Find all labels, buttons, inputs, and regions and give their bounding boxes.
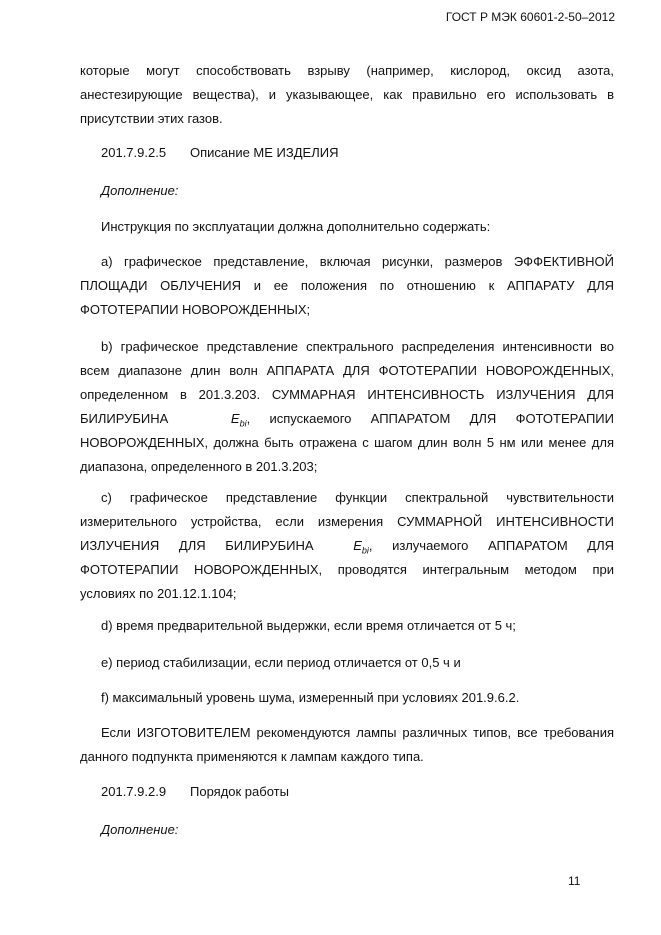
section-title: Порядок работы bbox=[190, 784, 289, 799]
list-item-f: f) максимальный уровень шума, измеренный при условиях 201.9.6.2. bbox=[101, 690, 520, 705]
section-title: Описание МЕ ИЗДЕЛИЯ bbox=[190, 145, 339, 160]
item-b-line: b) графическое представление спектрального распределения интенсивности во bbox=[101, 339, 614, 354]
note-line: данного подпункта применяются к лампам каждого типа. bbox=[80, 749, 424, 764]
document-header: ГОСТ Р МЭК 60601-2-50–2012 bbox=[445, 10, 615, 24]
intro-line: анестезирующие вещества), и указывающее, как правильно его использовать в bbox=[80, 87, 614, 102]
addition-label: Дополнение: bbox=[101, 822, 179, 837]
list-item-e: е) период стабилизации, если период отличается от 0,5 ч и bbox=[101, 655, 461, 670]
instruction-text: Инструкция по эксплуатации должна дополнительно содержать: bbox=[101, 219, 491, 234]
addition-label: Дополнение: bbox=[101, 183, 179, 198]
symbol-e-bi: $E_{bi}$ bbox=[353, 538, 369, 556]
item-c-text: , излучаемого АППАРАТОМ ДЛЯ bbox=[368, 538, 614, 553]
item-c-line: ФОТОТЕРАПИИ НОВОРОЖДЕННЫХ, проводятся интегральным методом при bbox=[80, 562, 614, 577]
intro-line: которые могут способствовать взрыву (например, кислород, оксид азота, bbox=[80, 63, 614, 78]
symbol-e-bi: $E_{bi}$ bbox=[230, 411, 247, 429]
item-a-line: а) графическое представление, включая рисунки, размеров ЭФФЕКТИВНОЙ bbox=[101, 254, 614, 269]
item-b-text: БИЛИРУБИНА bbox=[80, 411, 169, 426]
item-c-line: с) графическое представление функции спектральной чувствительности bbox=[101, 490, 614, 505]
item-b-text: , испускаемого АППАРАТОМ ДЛЯ ФОТОТЕРАПИИ bbox=[246, 411, 614, 426]
item-c-line: измерительного устройства, если измерения СУММАРНОЙ ИНТЕНСИВНОСТИ bbox=[80, 514, 614, 529]
item-b-line: диапазона, определенного в 201.3.203; bbox=[80, 459, 318, 474]
page-number: 11 bbox=[568, 874, 581, 888]
item-c-text: ИЗЛУЧЕНИЯ ДЛЯ БИЛИРУБИНА bbox=[80, 538, 314, 553]
list-item-d: d) время предварительной выдержки, если время отличается от 5 ч; bbox=[101, 618, 516, 633]
item-b-line: всем диапазоне длин волн АППАРАТА ДЛЯ ФОТОТЕРАПИИ НОВОРОЖДЕННЫХ, bbox=[80, 363, 614, 378]
item-b-line: определенном в 201.3.203. СУММАРНАЯ ИНТЕНСИВНОСТЬ ИЗЛУЧЕНИЯ ДЛЯ bbox=[80, 387, 614, 402]
intro-line: присутствии этих газов. bbox=[80, 111, 223, 126]
item-a-line: ФОТОТЕРАПИИ НОВОРОЖДЕННЫХ; bbox=[80, 302, 311, 317]
item-b-line: НОВОРОЖДЕННЫХ, должна быть отражена с шагом длин волн 5 нм или менее для bbox=[80, 435, 614, 450]
item-a-line: ПЛОЩАДИ ОБЛУЧЕНИЯ и ее положения по отношению к АППАРАТУ ДЛЯ bbox=[80, 278, 614, 293]
section-number: 201.7.9.2.5 bbox=[101, 145, 167, 160]
section-number: 201.7.9.2.9 bbox=[101, 784, 167, 799]
item-c-line: условиях по 201.12.1.104; bbox=[80, 586, 237, 601]
note-line: Если ИЗГОТОВИТЕЛЕМ рекомендуются лампы различных типов, все требования bbox=[101, 725, 614, 740]
